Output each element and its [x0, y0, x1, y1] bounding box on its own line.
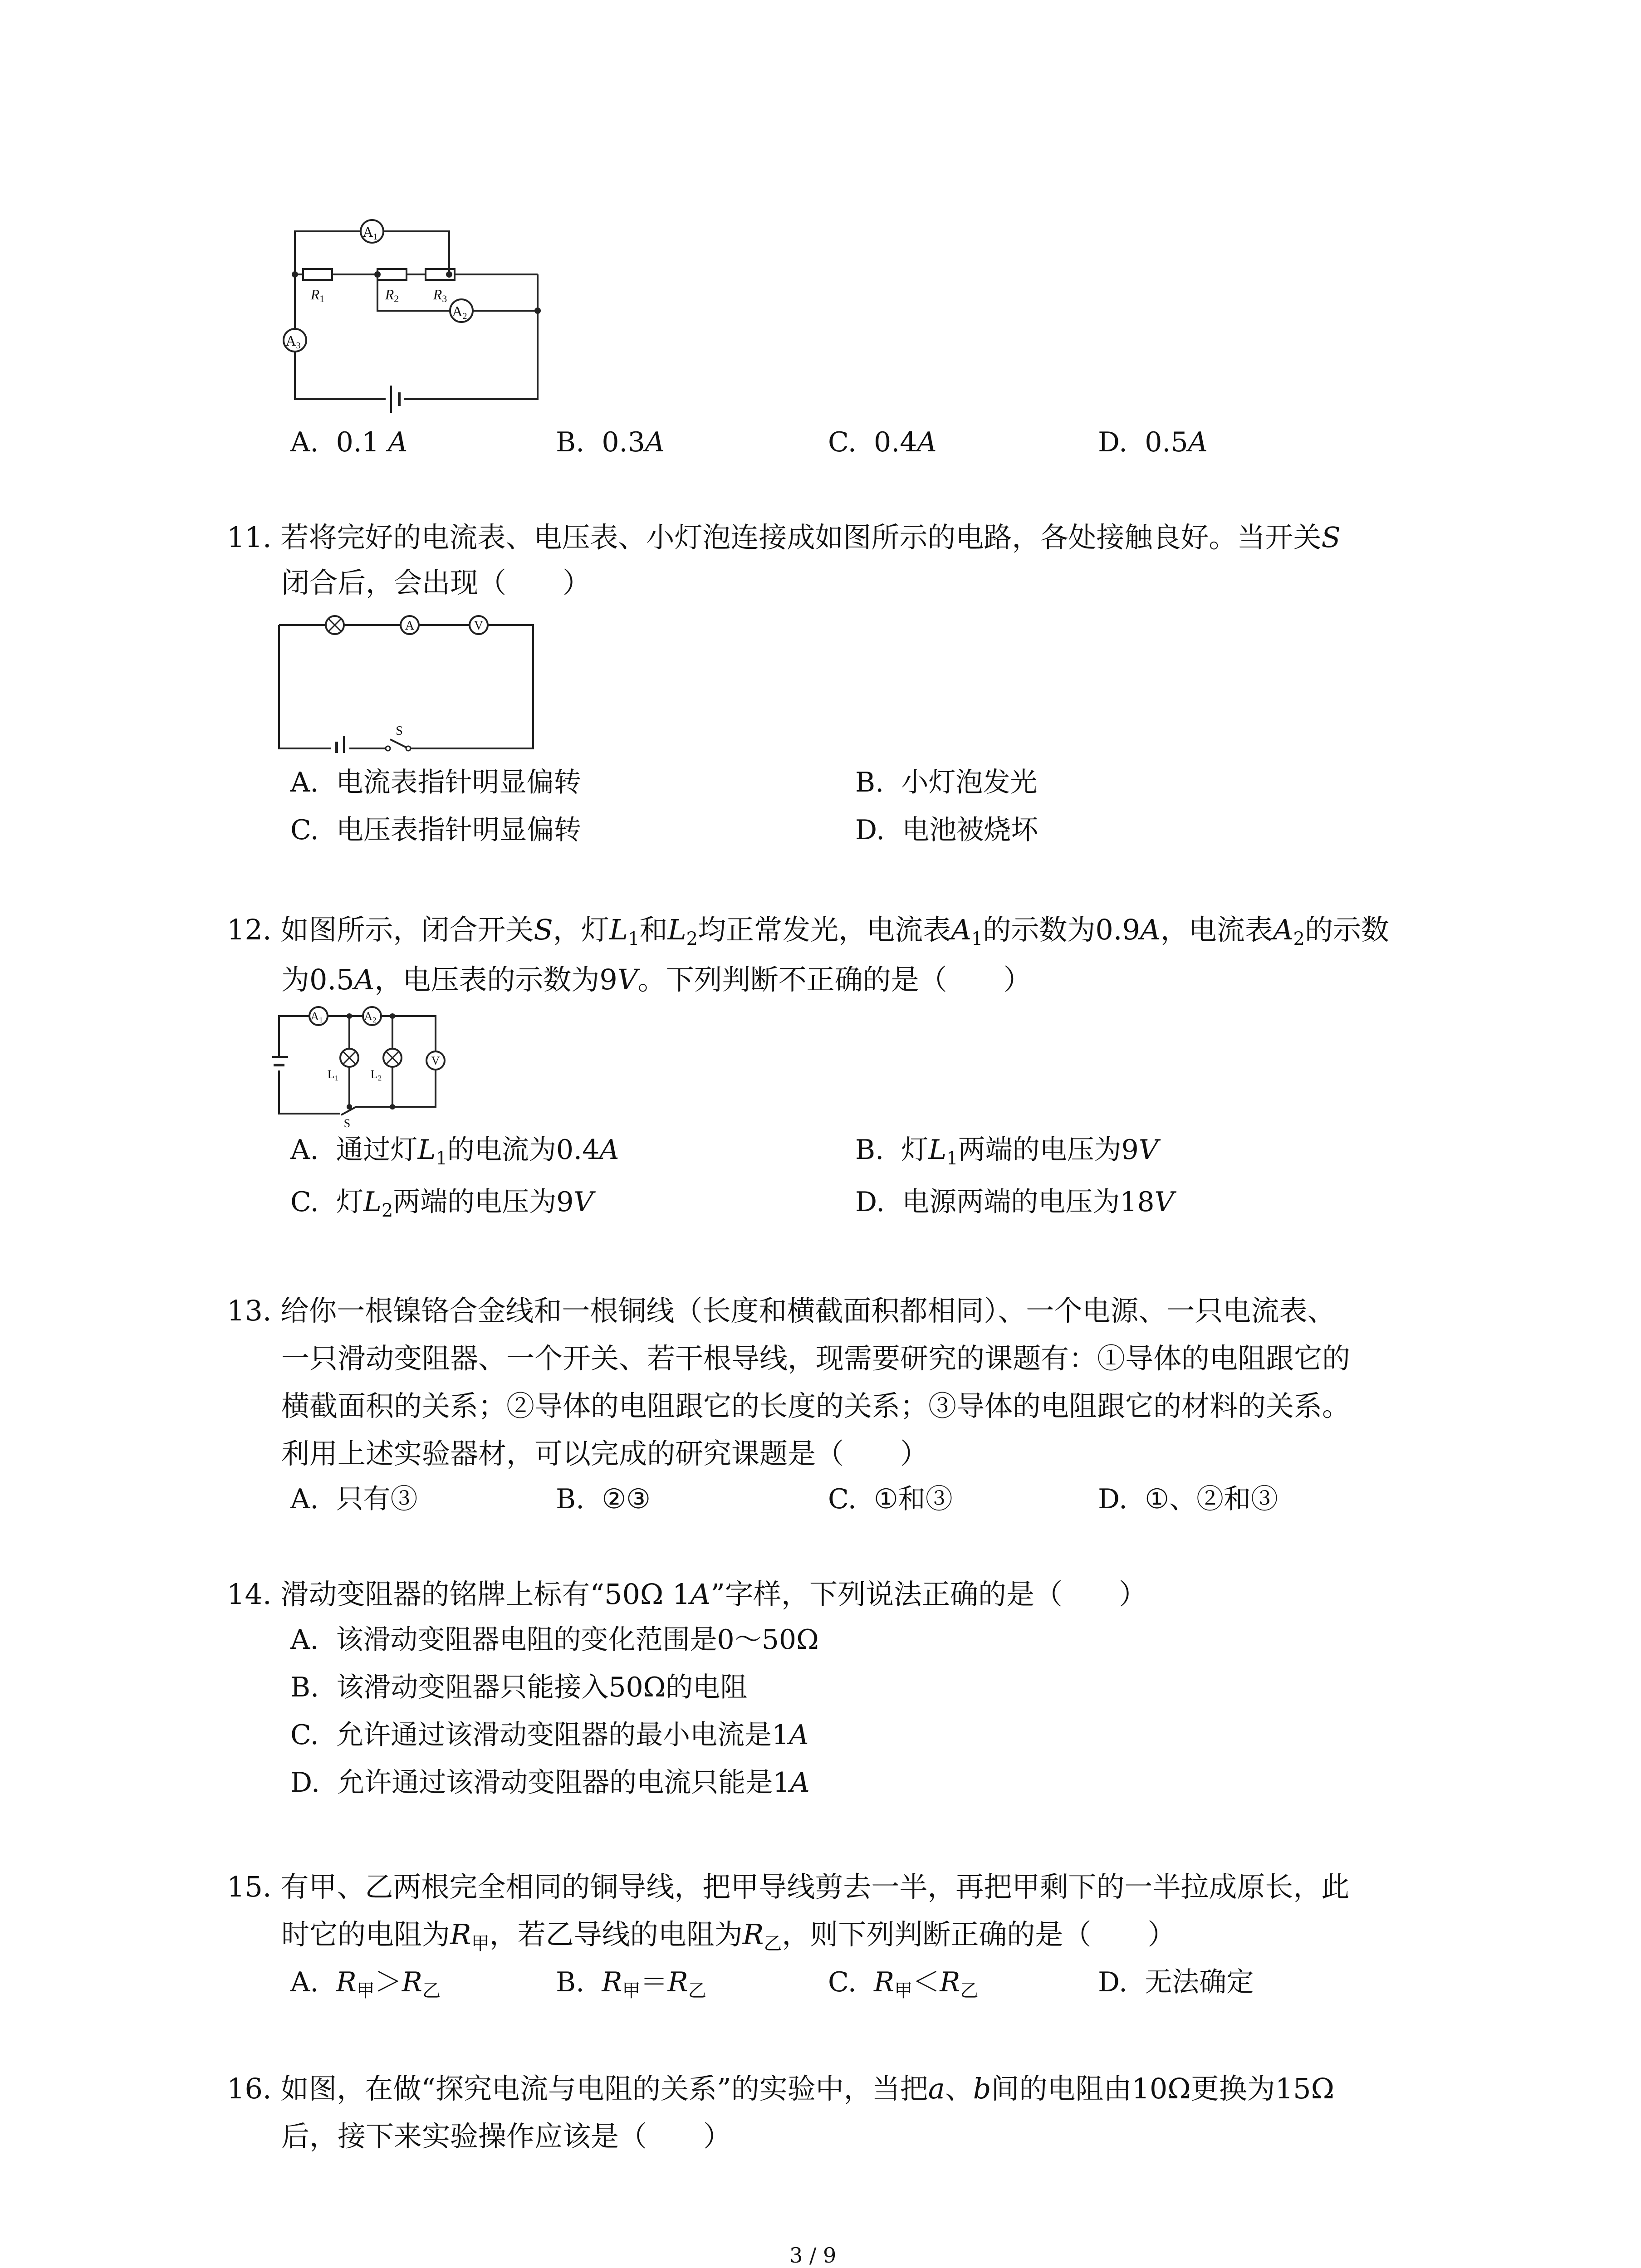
option-letter: A. — [290, 426, 319, 458]
option-text: 该滑动变阻器电阻的变化范围是0～50Ω — [336, 1624, 819, 1656]
option-text: 电压表指针明显偏转 — [336, 814, 581, 846]
option-letter: B. — [855, 767, 884, 798]
q11-circuit-diagram — [272, 603, 544, 753]
q14-text: ”字样，下列说法正确的是（ ） — [710, 1578, 1147, 1611]
unit: A — [1140, 913, 1161, 946]
svg-text:R1 — [310, 286, 325, 304]
option-text: 灯 — [901, 1134, 929, 1166]
q15-stem-line2 — [281, 1912, 1176, 1966]
unit: A — [789, 1719, 809, 1751]
a3-label: A — [285, 332, 296, 349]
q11-stem-line1 — [227, 515, 1341, 560]
subscript: 1 — [628, 929, 640, 949]
option-letter: D. — [1098, 1483, 1128, 1515]
r1-subscript: 1 — [319, 293, 325, 304]
var-l: L — [417, 1134, 436, 1166]
q14-option-c[interactable] — [290, 1715, 809, 1755]
unit: V — [1154, 1186, 1174, 1218]
option-text: 允许通过该滑动变阻器的电流只能是1 — [337, 1767, 790, 1799]
subscript: 1 — [971, 929, 983, 949]
var-b: b — [973, 2072, 991, 2105]
q10-option-a[interactable] — [290, 422, 407, 463]
switch-label: S — [396, 724, 403, 738]
unit: A — [599, 1134, 619, 1166]
q14-stem — [227, 1572, 1147, 1617]
a2-label: A — [364, 1010, 373, 1023]
option-text: 的电流为0.4 — [447, 1134, 600, 1166]
q14-text: 滑动变阻器的铭牌上标有“50Ω 1 — [280, 1578, 691, 1611]
a2-subscript: 2 — [372, 1016, 377, 1024]
q12-circuit-diagram — [272, 998, 463, 1129]
voltmeter-label: V — [431, 1054, 440, 1067]
option-text: 只有③ — [336, 1483, 418, 1515]
comparison-sign: ＜ — [912, 1966, 940, 1998]
question-number: 11. — [227, 521, 272, 554]
q13-option-a[interactable] — [290, 1479, 418, 1520]
option-text: 电源两端的电压为18 — [902, 1186, 1155, 1218]
subscript: 2 — [1293, 929, 1305, 949]
q16-stem-line1 — [227, 2066, 1334, 2112]
unit: A — [690, 1578, 711, 1611]
subscript: 1 — [436, 1148, 447, 1169]
r2-label: R — [385, 286, 394, 303]
var-r: R — [874, 1966, 895, 1998]
q13-stem-line1 — [227, 1288, 1335, 1334]
text: ，电压表的示数为9 — [374, 963, 617, 996]
var-l: L — [609, 913, 628, 946]
q11-option-a[interactable] — [290, 762, 581, 803]
q14-option-b[interactable] — [290, 1667, 747, 1708]
option-letter: C. — [290, 1719, 319, 1751]
a1-label: A — [362, 224, 373, 240]
voltmeter-label: V — [474, 619, 484, 633]
q13-stem-line2: 一只滑动变阻器、一个开关、若干根导线，现需要研究的课题有：①导体的电阻跟它的 — [281, 1342, 1351, 1375]
switch-label: S — [343, 1117, 351, 1129]
option-value: 0.1 — [336, 426, 379, 458]
var-r: R — [602, 1966, 622, 1998]
question-number: 12. — [227, 913, 272, 946]
q15-text: 时它的电阻为 — [281, 1918, 451, 1951]
subscript: 乙 — [960, 1980, 979, 2001]
comparison-sign: ＝ — [640, 1966, 668, 1998]
q15-option-b[interactable] — [556, 1962, 706, 2011]
option-letter: C. — [290, 814, 319, 846]
q11-option-d[interactable] — [855, 810, 1038, 850]
subscript: 2 — [686, 929, 698, 949]
option-letter: C. — [290, 1186, 319, 1218]
option-text: 该滑动变阻器只能接入50Ω的电阻 — [336, 1672, 748, 1703]
ammeter-label: A — [405, 619, 415, 633]
q11-var-s: S — [1321, 521, 1341, 554]
option-letter: A. — [290, 1966, 319, 1998]
q12-stem-line2 — [281, 957, 1032, 1002]
r1-label: R — [310, 286, 320, 303]
r2-subscript: 2 — [394, 293, 399, 304]
svg-text:R3 — [433, 286, 447, 304]
svg-text:R2 — [385, 286, 399, 304]
text: 和 — [639, 913, 668, 946]
option-letter: B. — [290, 1672, 319, 1703]
option-text: 灯 — [336, 1186, 363, 1218]
question-number: 15. — [227, 1870, 272, 1903]
q13-stem-line4: 利用上述实验器材，可以完成的研究课题是（ ） — [281, 1437, 929, 1470]
q13-option-c[interactable] — [828, 1479, 953, 1520]
option-letter: D. — [1098, 426, 1128, 458]
l2-label: L — [370, 1068, 378, 1081]
option-letter: C. — [828, 426, 857, 458]
q15-text: 有甲、乙两根完全相同的铜导线，把甲导线剪去一半，再把甲剩下的一半拉成原长，此 — [280, 1870, 1350, 1903]
option-letter: C. — [828, 1966, 857, 1998]
text: ，灯 — [553, 913, 609, 946]
text: 的示数为0.9 — [983, 913, 1140, 946]
option-text: 无法确定 — [1145, 1966, 1254, 1998]
q16-text: 如图，在做“探究电流与电阻的关系”的实验中，当把 — [280, 2072, 928, 2105]
q11-stem-line2: 闭合后，会出现（ ） — [281, 566, 591, 599]
var-l: L — [928, 1134, 947, 1166]
a2-subscript: 2 — [462, 311, 467, 321]
q16-stem-line2: 后，接下来实验操作应该是（ ） — [281, 2120, 732, 2153]
option-letter: B. — [556, 426, 585, 458]
option-unit: A — [1188, 426, 1208, 458]
unit: V — [1138, 1134, 1159, 1166]
q14-option-d[interactable] — [290, 1762, 810, 1803]
option-letter: D. — [855, 1186, 885, 1218]
option-text: ①、②和③ — [1145, 1483, 1278, 1515]
option-letter: B. — [556, 1483, 585, 1515]
q12-option-a[interactable] — [290, 1129, 619, 1179]
unit: A — [354, 963, 375, 996]
text: ，电流表 — [1160, 913, 1273, 946]
option-letter: A. — [290, 1134, 319, 1166]
a3-subscript: 3 — [296, 341, 301, 351]
q12-option-b[interactable] — [855, 1129, 1158, 1179]
option-text: 两端的电压为9 — [393, 1186, 574, 1218]
unit: V — [573, 1186, 593, 1218]
a1-label: A — [310, 1010, 319, 1023]
var-r: R — [667, 1966, 688, 1998]
q15-option-d[interactable] — [1098, 1962, 1254, 2003]
var-s: S — [534, 913, 553, 946]
option-text: ①和③ — [874, 1483, 953, 1515]
q14-option-a[interactable] — [290, 1619, 819, 1660]
var-r: R — [742, 1918, 764, 1951]
unit: A — [790, 1767, 810, 1799]
q10-option-d[interactable] — [1098, 422, 1208, 463]
option-text: ②③ — [602, 1483, 651, 1515]
q15-text: ，则下列判断正确的是（ ） — [782, 1918, 1176, 1951]
subscript: 2 — [381, 1200, 393, 1221]
option-letter: A. — [290, 1483, 319, 1515]
q12-option-d[interactable] — [855, 1182, 1174, 1222]
q13-option-d[interactable] — [1098, 1479, 1278, 1520]
var-r: R — [336, 1966, 357, 1998]
var-a: A — [1273, 913, 1293, 946]
var-r: R — [450, 1918, 471, 1951]
question-number: 14. — [227, 1578, 272, 1611]
subscript: 甲 — [471, 1933, 490, 1954]
var-a: a — [928, 2072, 945, 2105]
option-letter: C. — [828, 1483, 857, 1515]
var-r: R — [940, 1966, 960, 1998]
option-value: 0.3 — [602, 426, 645, 458]
option-letter: D. — [1098, 1966, 1128, 1998]
subscript: 甲 — [622, 1980, 641, 2001]
option-value: 0.4 — [874, 426, 917, 458]
q11-option-b[interactable] — [855, 762, 1037, 803]
q15-option-c[interactable] — [828, 1962, 978, 2011]
var-l: L — [667, 913, 686, 946]
q13-option-b[interactable] — [556, 1479, 651, 1520]
option-letter: D. — [855, 814, 885, 846]
subscript: 乙 — [688, 1980, 706, 2001]
q16-text: 间的电阻由10Ω更换为15Ω — [991, 2072, 1335, 2105]
option-letter: B. — [556, 1966, 585, 1998]
option-text: 通过灯 — [336, 1134, 418, 1166]
q12-option-c[interactable] — [290, 1182, 593, 1231]
a1-subscript: 1 — [373, 232, 378, 242]
option-text: 两端的电压为9 — [958, 1134, 1139, 1166]
svg-text:L1 — [328, 1068, 338, 1082]
svg-text:L2 — [371, 1068, 382, 1082]
subscript: 甲 — [356, 1980, 375, 2001]
var-a: A — [951, 913, 971, 946]
var-l: L — [363, 1186, 382, 1218]
text: 为0.5 — [281, 963, 354, 996]
subscript: 甲 — [894, 1980, 913, 2001]
comparison-sign: ＞ — [374, 1966, 402, 1998]
var-r: R — [402, 1966, 422, 1998]
r3-label: R — [433, 286, 442, 303]
unit: V — [617, 963, 638, 996]
q10-circuit-diagram — [272, 213, 554, 413]
subscript: 1 — [946, 1148, 958, 1169]
question-number: 16. — [227, 2072, 272, 2105]
a1-subscript: 1 — [319, 1016, 323, 1024]
question-number: 13. — [227, 1294, 272, 1327]
text: 的示数 — [1305, 913, 1390, 946]
option-value: 0.5 — [1145, 426, 1188, 458]
option-unit: A — [645, 426, 665, 458]
a2-label: A — [452, 303, 463, 319]
text: 。下列判断不正确的是（ ） — [637, 963, 1032, 996]
l1-subscript: 1 — [334, 1074, 339, 1082]
option-letter: A. — [290, 767, 319, 798]
q15-option-a[interactable] — [290, 1962, 441, 2011]
subscript: 乙 — [422, 1980, 441, 2001]
q10-option-c[interactable] — [828, 422, 937, 463]
q15-stem-line1 — [227, 1864, 1349, 1910]
q13-stem-line3: 横截面积的关系；②导体的电阻跟它的长度的关系；③导体的电阻跟它的材料的关系。 — [281, 1389, 1351, 1422]
q16-text: 、 — [945, 2072, 973, 2105]
option-letter: A. — [290, 1624, 319, 1656]
q11-text: 若将完好的电流表、电压表、小灯泡连接成如图所示的电路，各处接触良好。当开关 — [280, 521, 1322, 554]
q11-option-c[interactable] — [290, 810, 581, 850]
option-text: 电池被烧坏 — [902, 814, 1038, 846]
q10-option-b[interactable] — [556, 422, 665, 463]
option-text: 允许通过该滑动变阻器的最小电流是1 — [336, 1719, 789, 1751]
l1-label: L — [327, 1068, 335, 1081]
option-text: 小灯泡发光 — [901, 767, 1038, 798]
option-text: 电流表指针明显偏转 — [336, 767, 581, 798]
option-unit: A — [388, 426, 408, 458]
option-letter: B. — [855, 1134, 884, 1166]
q15-text: ，若乙导线的电阻为 — [489, 1918, 743, 1951]
text: 均正常发光，电流表 — [698, 913, 951, 946]
q13-text: 给你一根镍铬合金线和一根铜线（长度和横截面积都相同）、一个电源、一只电流表、 — [280, 1294, 1336, 1327]
r3-subscript: 3 — [442, 293, 447, 304]
option-letter: D. — [290, 1767, 320, 1799]
q12-stem-line1 — [227, 907, 1389, 962]
option-unit: A — [917, 426, 937, 458]
page-number: 3 / 9 — [789, 2243, 837, 2268]
l2-subscript: 2 — [377, 1074, 382, 1082]
subscript: 乙 — [764, 1933, 782, 1954]
text: 如图所示，闭合开关 — [280, 913, 534, 946]
